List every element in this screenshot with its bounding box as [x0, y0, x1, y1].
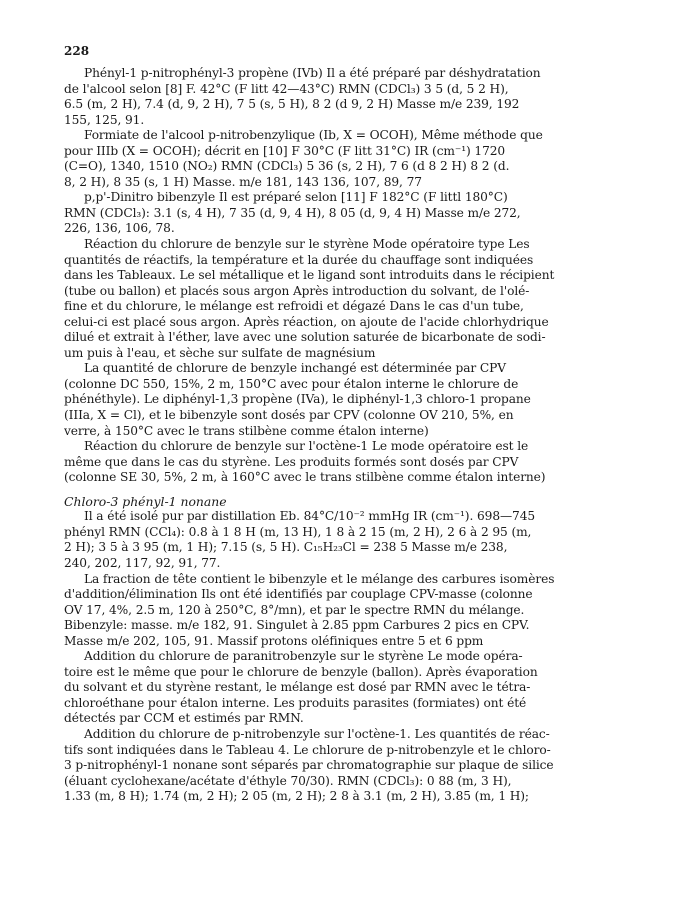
text-line: dans les Tableaux. Le sel métallique et le ligand sont introduits dans le récipient: [64, 268, 555, 283]
text-line: Masse m/e 202, 105, 91. Massif protons oléfiniques entre 5 et 6 ppm: [64, 633, 484, 648]
text-line: um puis à l'eau, et sèche sur sulfate de magnésium: [64, 345, 376, 360]
text-line: Addition du chlorure de paranitrobenzyle sur le styrène Le mode opéra-: [84, 649, 523, 664]
text-line: phényl RMN (CCl₄): 0.8 à 1 8 H (m, 13 H), 1 8 à 2 15 (m, 2 H), 2 6 à 2 95 (m,: [64, 524, 532, 539]
text-line: dilué et extrait à l'éther, lave avec une solution saturée de bicarbonate de sodi-: [64, 330, 546, 345]
text-line: 240, 202, 117, 92, 91, 77.: [64, 555, 221, 570]
text-line: celui-ci est placé sous argon. Après réaction, on ajoute de l'acide chlorhydrique: [64, 314, 549, 329]
text-line: La fraction de tête contient le bibenzyle et le mélange des carbures isomères: [84, 571, 555, 586]
text-line: p,p'-Dinitro bibenzyle Il est préparé selon [11] F 182°C (F littl 180°C): [84, 190, 508, 205]
text-line: (éluant cyclohexane/acétate d'éthyle 70/30). RMN (CDCl₃): 0 88 (m, 3 H),: [64, 773, 512, 788]
page-number: 228: [64, 44, 90, 58]
text-line: de l'alcool selon [8] F. 42°C (F litt 42—43°C) RMN (CDCl₃) 3 5 (d, 5 2 H),: [64, 81, 509, 96]
text-line: toire est le même que pour le chlorure de benzyle (ballon). Après évaporation: [64, 664, 538, 679]
text-line: tifs sont indiquées dans le Tableau 4. Le chlorure de p-nitrobenzyle et le chloro-: [64, 742, 551, 757]
text-line: (colonne DC 550, 15%, 2 m, 150°C avec pour étalon interne le chlorure de: [64, 376, 519, 391]
text-line: Phényl-1 p-nitrophényl-3 propène (IVb) Il a été préparé par déshydratation: [84, 66, 541, 80]
text-line: Addition du chlorure de p-nitrobenzyle sur l'octène-1. Les quantités de réac-: [84, 726, 550, 741]
text-line: RMN (CDCl₃): 3.1 (s, 4 H), 7 35 (d, 9, 4 H), 8 05 (d, 9, 4 H) Masse m/e 272,: [64, 205, 521, 220]
text-line: 2 H); 3 5 à 3 95 (m, 1 H); 7.15 (s, 5 H). C₁₅H₂₃Cl = 238 5 Masse m/e 238,: [64, 540, 508, 555]
text-line: même que dans le cas du styrène. Les produits formés sont dosés par CPV: [64, 454, 519, 469]
text-line: Formiate de l'alcool p-nitrobenzylique (Ib, X = OCOH), Même méthode que: [84, 128, 543, 143]
section-heading: Chloro-3 phényl-1 nonane: [64, 493, 227, 509]
text-line: pour IIIb (X = OCOH); décrit en [10] F 30°C (F litt 31°C) IR (cm⁻¹) 1720: [64, 143, 506, 158]
text-line: phénéthyle). Le diphényl-1,3 propène (IVa), le diphényl-1,3 chloro-1 propane: [64, 392, 531, 407]
text-line: OV 17, 4%, 2.5 m, 120 à 250°C, 8°/mn), et par le spectre RMN du mélange.: [64, 602, 525, 617]
text-line: Réaction du chlorure de benzyle sur le styrène Mode opératoire type Les: [84, 237, 530, 252]
text-line: La quantité de chlorure de benzyle inchangé est déterminée par CPV: [84, 361, 506, 376]
text-line: 155, 125, 91.: [64, 112, 145, 127]
text-line: 8, 2 H), 8 35 (s, 1 H) Masse. m/e 181, 143 136, 107, 89, 77: [64, 174, 422, 189]
text-line: Il a été isolé pur par distillation Eb. 84°C/10⁻² mmHg IR (cm⁻¹). 698—745: [84, 509, 536, 524]
text-line: 3 p-nitrophényl-1 nonane sont séparés par chromatographie sur plaque de silice: [64, 758, 554, 773]
text-line: détectés par CCM et estimés par RMN.: [64, 711, 304, 726]
text-line: (colonne SE 30, 5%, 2 m, à 160°C avec le trans stilbène comme étalon interne): [64, 470, 546, 485]
text-line: verre, à 150°C avec le trans stilbène comme étalon interne): [64, 423, 429, 438]
text-line: 226, 136, 106, 78.: [64, 221, 175, 236]
text-line: chloroéthane pour étalon interne. Les produits parasites (formiates) ont été: [64, 695, 527, 710]
text-line: quantités de réactifs, la température et la durée du chauffage sont indiquées: [64, 252, 534, 267]
paragraphs-before-heading: [64, 66, 620, 486]
text-line: Réaction du chlorure de benzyle sur l'octène-1 Le mode opératoire est le: [84, 439, 529, 454]
text-line: d'addition/élimination Ils ont été identifiés par couplage CPV-masse (colonne: [64, 587, 533, 602]
text-line: 6.5 (m, 2 H), 7.4 (d, 9, 2 H), 7 5 (s, 5 H), 8 2 (d 9, 2 H) Masse m/e 239, 192: [64, 97, 520, 112]
text-line: fine et du chlorure, le mélange est refroidi et dégazé Dans le cas d'un tube,: [64, 299, 524, 314]
body-text: [64, 66, 620, 805]
paragraphs-after-heading: [64, 509, 620, 804]
text-line: 1.33 (m, 8 H); 1.74 (m, 2 H); 2 05 (m, 2 H); 2 8 à 3.1 (m, 2 H), 3.85 (m, 1 H);: [64, 789, 529, 804]
text-line: (C=O), 1340, 1510 (NO₂) RMN (CDCl₃) 5 36 (s, 2 H), 7 6 (d 8 2 H) 8 2 (d.: [64, 159, 510, 174]
text-line: du solvant et du styrène restant, le mélange est dosé par RMN avec le tétra-: [64, 680, 531, 695]
text-line: (IIIa, X = Cl), et le bibenzyle sont dosés par CPV (colonne OV 210, 5%, en: [64, 408, 514, 423]
text-line: (tube ou ballon) et placés sous argon Après introduction du solvant, de l'olé-: [64, 283, 530, 298]
text-line: Bibenzyle: masse. m/e 182, 91. Singulet à 2.85 ppm Carbures 2 pics en CPV.: [64, 618, 530, 633]
